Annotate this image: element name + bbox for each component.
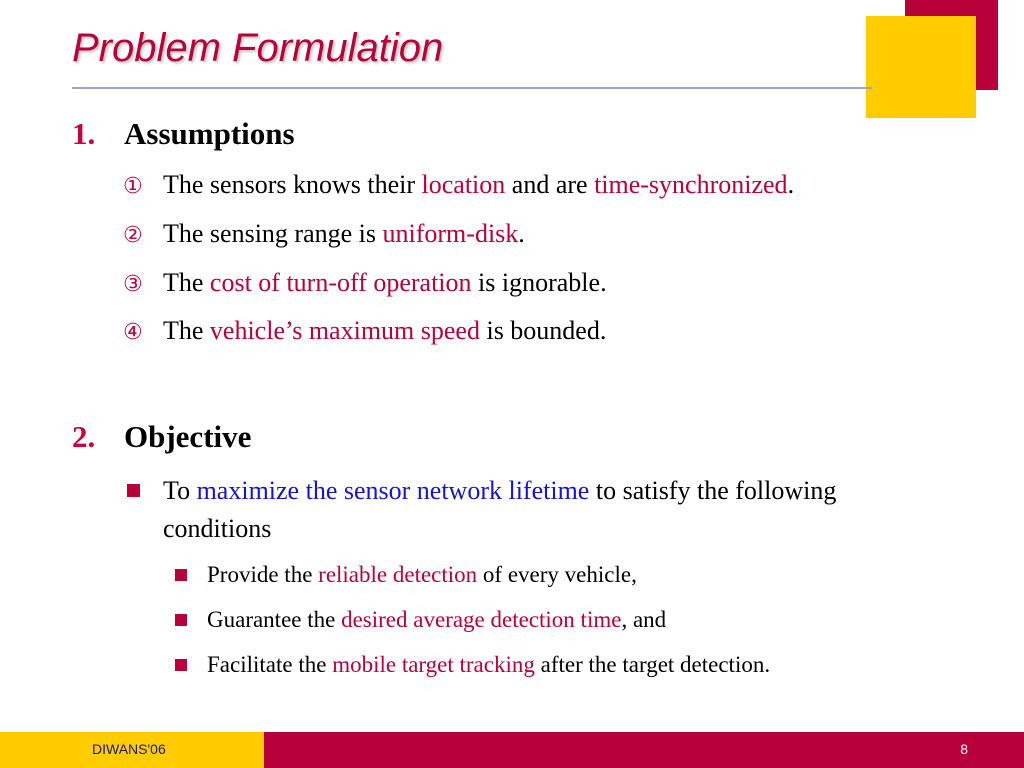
assumption-item-4 [123, 316, 606, 346]
highlight-text: desired average detection time [341, 607, 622, 632]
square-bullet-icon [127, 484, 140, 497]
section-assumptions-heading [72, 116, 295, 152]
item-text: Provide the [207, 562, 319, 587]
condition-item-2 [175, 607, 666, 633]
section-number: 2. [72, 419, 96, 454]
square-bullet-icon [175, 569, 187, 581]
highlight-text: reliable detection [318, 562, 478, 587]
item-text: of every vehicle, [477, 562, 637, 587]
highlight-text: cost of turn-off operation [209, 268, 472, 297]
item-text: is ignorable. [471, 268, 607, 297]
slide-footer [0, 732, 1024, 768]
highlight-text: vehicle’s maximum speed [209, 316, 480, 345]
slide-title: Problem Formulation [72, 26, 444, 70]
assumption-item-1 [123, 170, 794, 200]
item-text: The [163, 316, 210, 345]
condition-item-3 [175, 652, 770, 678]
circled-number-marker: ④ [123, 320, 143, 345]
highlight-text: time-synchronized [594, 170, 788, 199]
item-text: To [163, 476, 197, 505]
item-text: The [163, 268, 210, 297]
item-text: after the target detection. [534, 652, 771, 677]
corner-decoration-gap [1000, 0, 1024, 50]
item-text: to satisfy the following conditions [163, 476, 837, 543]
circled-number-marker: ① [123, 174, 143, 199]
square-bullet-icon [175, 659, 187, 671]
conference-label: DIWANS'06 [92, 741, 166, 757]
circled-number-marker: ② [123, 223, 143, 248]
item-text: The sensing range is [163, 219, 383, 248]
item-text: Facilitate the [207, 652, 333, 677]
footer-conference-block [0, 732, 264, 768]
item-text: is bounded. [479, 316, 607, 345]
corner-decoration-yellow [866, 16, 976, 118]
objective-main-item [123, 472, 943, 548]
title-divider [72, 87, 872, 89]
item-text: Guarantee the [207, 607, 342, 632]
item-text: . [518, 219, 525, 248]
section-number: 1. [72, 116, 96, 151]
assumption-item-2 [123, 219, 525, 249]
section-title: Assumptions [124, 116, 295, 151]
highlight-text: location [421, 170, 506, 199]
highlight-text: maximize the sensor network lifetime [196, 476, 590, 505]
circled-number-marker: ③ [123, 272, 143, 297]
highlight-text: uniform-disk [382, 219, 519, 248]
section-title: Objective [124, 419, 252, 454]
item-text: , and [621, 607, 667, 632]
assumption-item-3 [123, 268, 607, 298]
section-objective-heading [72, 419, 251, 455]
highlight-text: mobile target tracking [332, 652, 535, 677]
item-text: and are [505, 170, 595, 199]
page-number: 8 [960, 741, 968, 757]
condition-item-1 [175, 562, 637, 588]
item-text: The sensors knows their [163, 170, 422, 199]
square-bullet-icon [175, 614, 187, 626]
item-text: . [787, 170, 795, 199]
objective-text [163, 472, 943, 548]
